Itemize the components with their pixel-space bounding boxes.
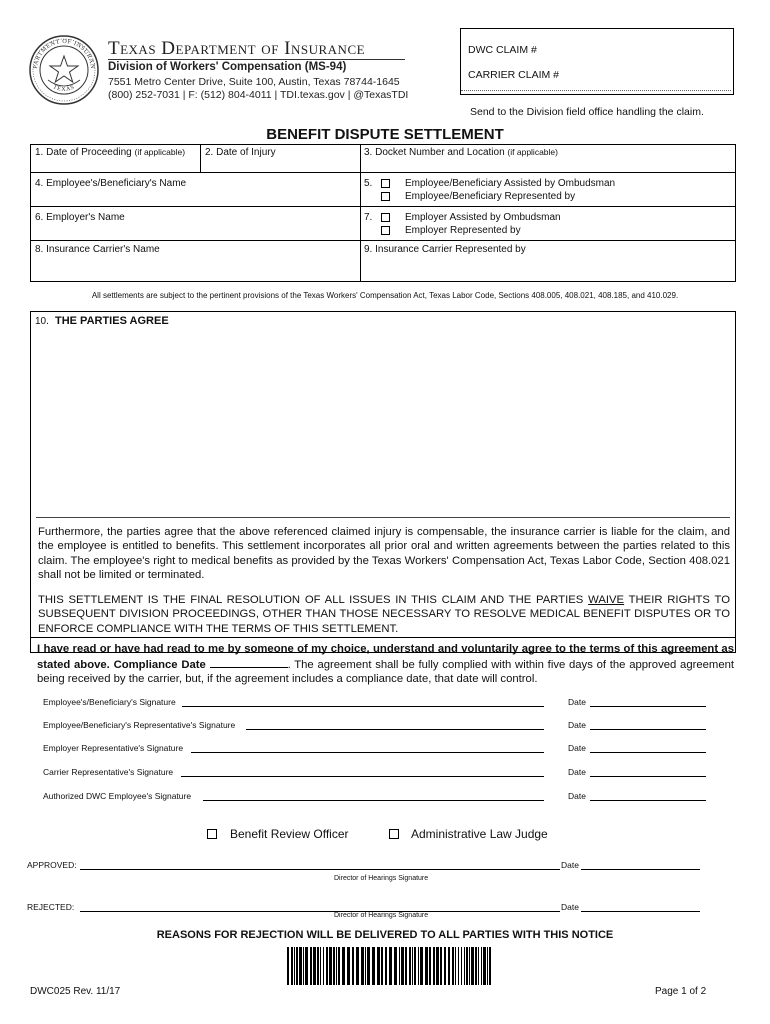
- barcode-bar: [433, 947, 435, 985]
- barcode-bar: [342, 947, 345, 985]
- barcode-bar: [464, 947, 465, 985]
- barcode-bar: [409, 947, 411, 985]
- employer-represented-label: Employer Represented by: [405, 225, 521, 236]
- field-date-of-proceeding-label: 1. Date of Proceeding (if applicable): [35, 147, 186, 158]
- barcode-bar: [425, 947, 428, 985]
- barcode-bar: [317, 947, 319, 985]
- signature-label: Carrier Representative's Signature: [43, 767, 174, 777]
- field-carrier-represented-label: 9. Insurance Carrier Represented by: [364, 244, 526, 255]
- signature-date-label: Date: [568, 791, 586, 801]
- barcode-bar: [294, 947, 295, 985]
- section-10-heading: THE PARTIES AGREE: [55, 315, 169, 327]
- barcode-bar: [333, 947, 335, 985]
- employee-signature-date-field[interactable]: [590, 706, 706, 707]
- barcode-bar: [323, 947, 324, 985]
- approved-date-field[interactable]: [581, 869, 700, 870]
- barcode-bar: [367, 947, 370, 985]
- barcode-bar: [475, 947, 477, 985]
- barcode-bar: [305, 947, 308, 985]
- employer-name-input[interactable]: [32, 224, 358, 238]
- date-of-injury-input[interactable]: [202, 159, 358, 171]
- employee-represented-checkbox[interactable]: [381, 192, 390, 201]
- division-name: Division of Workers' Compensation (MS-94): [108, 61, 347, 73]
- employee-ombudsman-label: Employee/Beneficiary Assisted by Ombudsman: [405, 178, 616, 189]
- barcode-bar: [381, 947, 383, 985]
- section-10-number: 10.: [35, 316, 49, 327]
- barcode-bar: [481, 947, 482, 985]
- barcode-bar: [287, 947, 289, 985]
- barcode-bar: [385, 947, 387, 985]
- rejected-director-caption: Director of Hearings Signature: [334, 912, 429, 919]
- svg-text:TEXAS: [52, 84, 76, 93]
- employer-rep-signature-date-field[interactable]: [590, 752, 706, 753]
- agency-rule: [108, 59, 405, 60]
- administrative-law-judge-label: Administrative Law Judge: [411, 827, 548, 841]
- dwc-employee-signature-field[interactable]: [203, 800, 544, 801]
- barcode-bar: [394, 947, 397, 985]
- barcode-bar: [440, 947, 442, 985]
- employer-rep-signature-field[interactable]: [191, 752, 544, 753]
- grid-divider: [30, 172, 736, 173]
- claim-number-box: [460, 28, 734, 95]
- employee-represented-label: Employee/Beneficiary Represented by: [405, 191, 576, 202]
- barcode-bar: [389, 947, 392, 985]
- parties-agree-textarea[interactable]: [36, 332, 730, 512]
- field-5-number: 5.: [364, 178, 373, 189]
- furthermore-paragraph: Furthermore, the parties agree that the above referenced claimed injury is compensable, the insurance carrier is liable for the claim, and the employee is entitled to benefits. This settlement incorporates all prior oral and written agreements between the parties related to this claim. The employee's right to medical benefits as provided by the Texas Workers' Compensation Act, Texas Labor Code, Section 408.021 shall not be limited or terminated.: [38, 526, 730, 581]
- signature-date-label: Date: [568, 767, 586, 777]
- date-of-proceeding-input[interactable]: [32, 159, 198, 171]
- dwc-claim-label: DWC CLAIM #: [468, 44, 537, 56]
- tdi-seal-logo: [28, 34, 100, 106]
- barcode-bar: [347, 947, 350, 985]
- carrier-rep-signature-date-field[interactable]: [590, 776, 706, 777]
- barcode-bar: [336, 947, 337, 985]
- rejection-notice: REASONS FOR REJECTION WILL BE DELIVERED TO ALL PARTIES WITH THIS NOTICE: [156, 929, 614, 941]
- employee-name-input[interactable]: [32, 190, 358, 204]
- carrier-claim-label: CARRIER CLAIM #: [468, 69, 560, 81]
- barcode-bar: [489, 947, 491, 985]
- barcode-bar: [329, 947, 332, 985]
- signature-date-label: Date: [568, 697, 586, 707]
- dwc-employee-signature-date-field[interactable]: [590, 800, 706, 801]
- seal-text-bottom: TEXAS: [51, 84, 77, 93]
- dwc-claim-field[interactable]: [548, 40, 724, 55]
- benefit-review-officer-checkbox[interactable]: [207, 829, 217, 839]
- barcode-bar: [291, 947, 293, 985]
- employee-rep-signature-field[interactable]: [246, 729, 544, 730]
- employer-represented-checkbox[interactable]: [381, 226, 390, 235]
- barcode-bar: [352, 947, 354, 985]
- page-number: Page 1 of 2: [655, 986, 707, 997]
- barcode-bar: [452, 947, 454, 985]
- carrier-represented-input[interactable]: [362, 257, 734, 279]
- signature-label: Employee/Beneficiary's Representative's Signature: [43, 720, 236, 730]
- barcode-bar: [478, 947, 479, 985]
- carrier-claim-field[interactable]: [562, 65, 724, 80]
- rejected-date-field[interactable]: [581, 911, 700, 912]
- signature-label: Employer Representative's Signature: [43, 743, 184, 753]
- form-revision: DWC025 Rev. 11/17: [30, 986, 121, 997]
- rejected-signature-field[interactable]: [80, 911, 560, 912]
- barcode-bar: [458, 947, 459, 985]
- agency-title: Texas Department of Insurance: [108, 38, 366, 59]
- field-employer-name-label: 6. Employer's Name: [35, 212, 125, 223]
- barcode-bar: [418, 947, 419, 985]
- barcode-bar: [356, 947, 359, 985]
- grid-divider: [30, 240, 736, 241]
- barcode-bar: [361, 947, 364, 985]
- compliance-date-field[interactable]: [210, 657, 288, 668]
- barcode-bar: [471, 947, 474, 985]
- employee-rep-signature-date-field[interactable]: [590, 729, 706, 730]
- barcode-bar: [483, 947, 486, 985]
- seal-text-top: PARTMENT OF INSURAN: [31, 37, 97, 70]
- barcode-bar: [320, 947, 321, 985]
- claim-box-divider: [461, 90, 731, 92]
- barcode-bar: [399, 947, 400, 985]
- barcode-bar: [401, 947, 404, 985]
- barcode-bar: [429, 947, 431, 985]
- barcode-bar: [310, 947, 312, 985]
- barcode-bar: [338, 947, 340, 985]
- barcode-bar: [326, 947, 328, 985]
- barcode-bar: [487, 947, 488, 985]
- agency-address: 7551 Metro Center Drive, Suite 100, Austin, Texas 78744-1645: [108, 76, 400, 88]
- grid-divider: [30, 206, 736, 207]
- barcode-bar: [405, 947, 407, 985]
- field-carrier-name-label: 8. Insurance Carrier's Name: [35, 244, 160, 255]
- barcode-bar: [299, 947, 302, 985]
- field-employee-name-label: 4. Employee's/Beneficiary's Name: [35, 178, 187, 189]
- barcode-bar: [372, 947, 375, 985]
- agency-contact: (800) 252-7031 | F: (512) 804-4011 | TDI.texas.gov | @TexasTDI: [108, 89, 409, 101]
- grid-divider: [360, 144, 361, 282]
- administrative-law-judge-checkbox[interactable]: [389, 829, 399, 839]
- agreement-text-rule: [36, 517, 730, 518]
- barcode-bar: [377, 947, 380, 985]
- barcode-bar: [444, 947, 446, 985]
- field-docket-label: 3. Docket Number and Location (if applicable): [364, 147, 558, 158]
- acknowledgement-paragraph: I have read or have had read to me by someone of my choice, understand and voluntarily agree to the terms of this agreement as stated above. Compliance Date . The agreement shall be fully complied with within five days of the approved agreement being received by the carrier, but, if the agreement includes a compliance date, that date will control.: [37, 643, 735, 685]
- employer-ombudsman-label: Employer Assisted by Ombudsman: [405, 212, 561, 223]
- signature-date-label: Date: [568, 720, 586, 730]
- barcode-bar: [461, 947, 462, 985]
- signature-label: Employee's/Beneficiary's Signature: [43, 697, 176, 707]
- carrier-rep-signature-field[interactable]: [181, 776, 544, 777]
- barcode-bar: [448, 947, 450, 985]
- carrier-name-input[interactable]: [32, 257, 358, 279]
- approved-signature-field[interactable]: [80, 869, 560, 870]
- field-7-number: 7.: [364, 212, 373, 223]
- rejected-date-label: Date: [561, 902, 579, 912]
- employer-ombudsman-checkbox[interactable]: [381, 213, 390, 222]
- barcode-bar: [469, 947, 470, 985]
- employee-signature-field[interactable]: [182, 706, 544, 707]
- grid-divider: [200, 144, 201, 172]
- benefit-review-officer-label: Benefit Review Officer: [230, 827, 349, 841]
- employee-ombudsman-checkbox[interactable]: [381, 179, 390, 188]
- barcode-bar: [466, 947, 468, 985]
- barcode-bar: [420, 947, 423, 985]
- signature-label: Authorized DWC Employee's Signature: [43, 791, 192, 801]
- barcode-bar: [412, 947, 413, 985]
- field-date-of-injury-label: 2. Date of Injury: [205, 147, 276, 158]
- rejected-label: REJECTED:: [27, 902, 75, 912]
- statutory-notice: All settlements are subject to the pertinent provisions of the Texas Workers' Compensation Act, Texas Labor Code, Sections 408.005, 408.021, 408.185, and 410.029.: [91, 291, 679, 300]
- barcode-bar: [313, 947, 316, 985]
- section-divider: [30, 637, 736, 638]
- form-title: BENEFIT DISPUTE SETTLEMENT: [266, 126, 504, 143]
- docket-input[interactable]: [362, 159, 734, 171]
- approved-date-label: Date: [561, 860, 579, 870]
- approved-director-caption: Director of Hearings Signature: [334, 875, 429, 882]
- barcode-bar: [365, 947, 366, 985]
- barcode-bar: [303, 947, 304, 985]
- barcode-bar: [436, 947, 439, 985]
- approved-label: APPROVED:: [27, 860, 77, 870]
- svg-text:DEPARTMENT OF INSURANCE: [28, 34, 96, 69]
- barcode-bar: [455, 947, 456, 985]
- send-note: Send to the Division field office handling the claim.: [470, 106, 704, 118]
- signature-date-label: Date: [568, 743, 586, 753]
- barcode-image: [285, 947, 495, 985]
- final-resolution-paragraph: THIS SETTLEMENT IS THE FINAL RESOLUTION OF ALL ISSUES IN THIS CLAIM AND THE PARTIES WAIVE THEIR RIGHTS TO SUBSEQUENT DIVISION PROCEEDINGS, OTHER THAN THOSE NECESSARY TO RESOLVE MEDICAL BENEFIT DISPUTES OR TO ENFORCE COMPLIANCE WITH THE TERMS OF THIS SETTLEMENT.: [38, 594, 730, 635]
- barcode-bar: [296, 947, 298, 985]
- barcode-bar: [414, 947, 416, 985]
